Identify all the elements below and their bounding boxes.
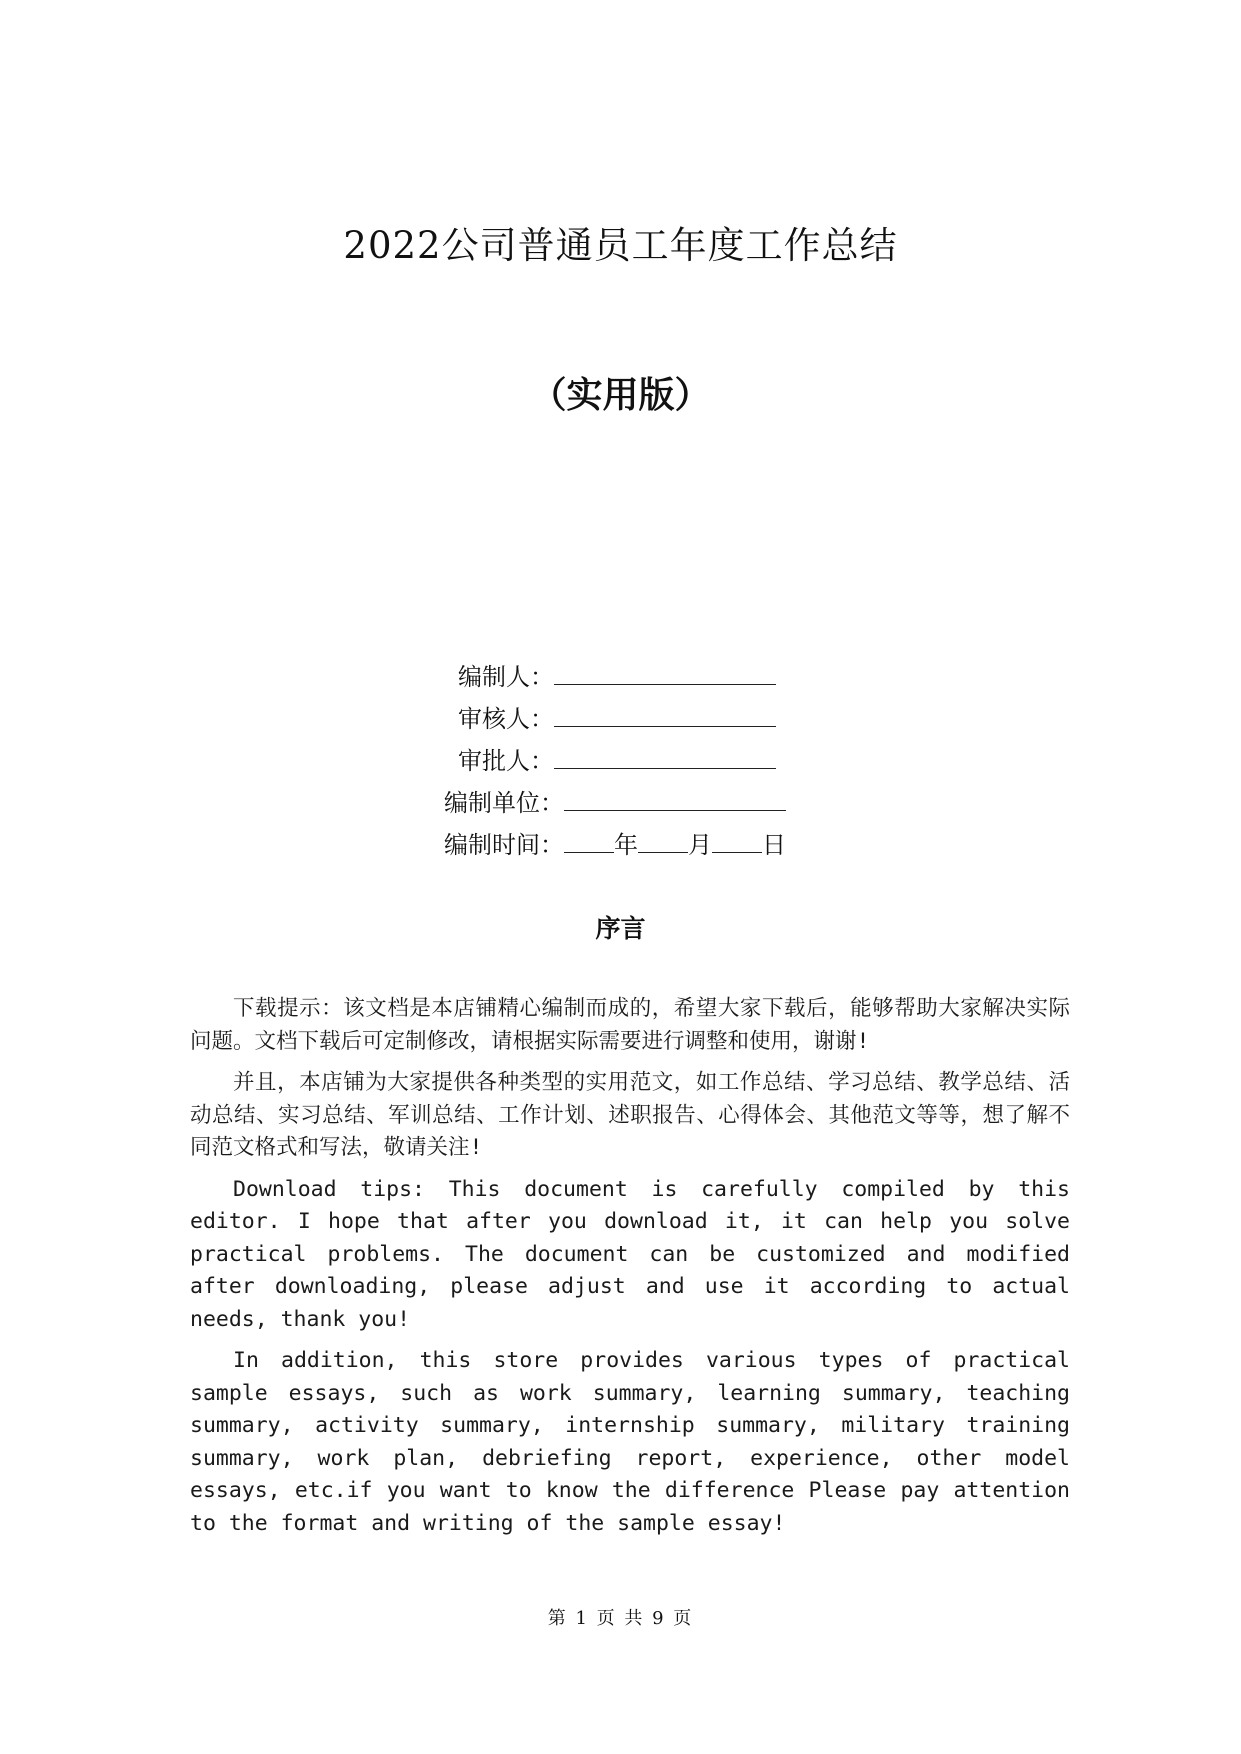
time-row	[444, 828, 786, 862]
day-label: 日	[762, 831, 786, 859]
preface-heading: 序言	[595, 914, 646, 943]
approver-row	[458, 744, 776, 778]
compiler-row	[458, 660, 776, 694]
unit-label: 编制单位：	[444, 789, 564, 817]
unit-blank[interactable]	[564, 788, 786, 811]
day-blank[interactable]	[712, 830, 762, 853]
reviewer-blank[interactable]	[554, 704, 776, 727]
paragraph-store-intro-zh: 并且，本店铺为大家提供各种类型的实用范文，如工作总结、学习总结、教学总结、活动总结、实习总结、军训总结、工作计划、述职报告、心得体会、其他范文等等，想了解不同范文格式和写法，敬请关注!	[190, 1070, 1070, 1160]
compiler-label: 编制人：	[458, 663, 554, 691]
paragraph-download-tip-en: Download tips: This document is carefully compiled by this editor. I hope that after you download it, it can help you solve practical problems. The document can be customized and modified after downloading, please adjust and use it according to actual needs, thank you!	[190, 1176, 1070, 1332]
reviewer-row	[458, 702, 776, 736]
year-label: 年	[614, 831, 638, 859]
reviewer-label: 审核人：	[458, 705, 554, 733]
compiler-blank[interactable]	[554, 662, 776, 685]
time-label: 编制时间：	[444, 831, 564, 859]
approver-blank[interactable]	[554, 746, 776, 769]
preface-body	[190, 993, 1070, 1549]
month-blank[interactable]	[638, 830, 688, 853]
document-subtitle: （实用版）	[530, 375, 711, 416]
paragraph-store-intro-en: In addition, this store provides various types of practical sample essays, such as work summary, learning summary, teaching summary, activity summary, internship summary, military training summary, work plan, debriefing report, experience, other model essays, etc.if you want to know the difference Please pay attention to the format and writing of the sample essay!	[190, 1348, 1070, 1536]
paragraph-download-tip-zh: 下载提示：该文档是本店铺精心编制而成的，希望大家下载后，能够帮助大家解决实际问题。文档下载后可定制修改，请根据实际需要进行调整和使用，谢谢!	[190, 996, 1070, 1054]
approver-label: 审批人：	[458, 747, 554, 775]
document-title: 2022公司普通员工年度工作总结	[343, 224, 898, 267]
unit-row	[444, 786, 786, 820]
page-footer: 第 1 页 共 9 页	[547, 1608, 694, 1629]
year-blank[interactable]	[564, 830, 614, 853]
month-label: 月	[688, 831, 712, 859]
